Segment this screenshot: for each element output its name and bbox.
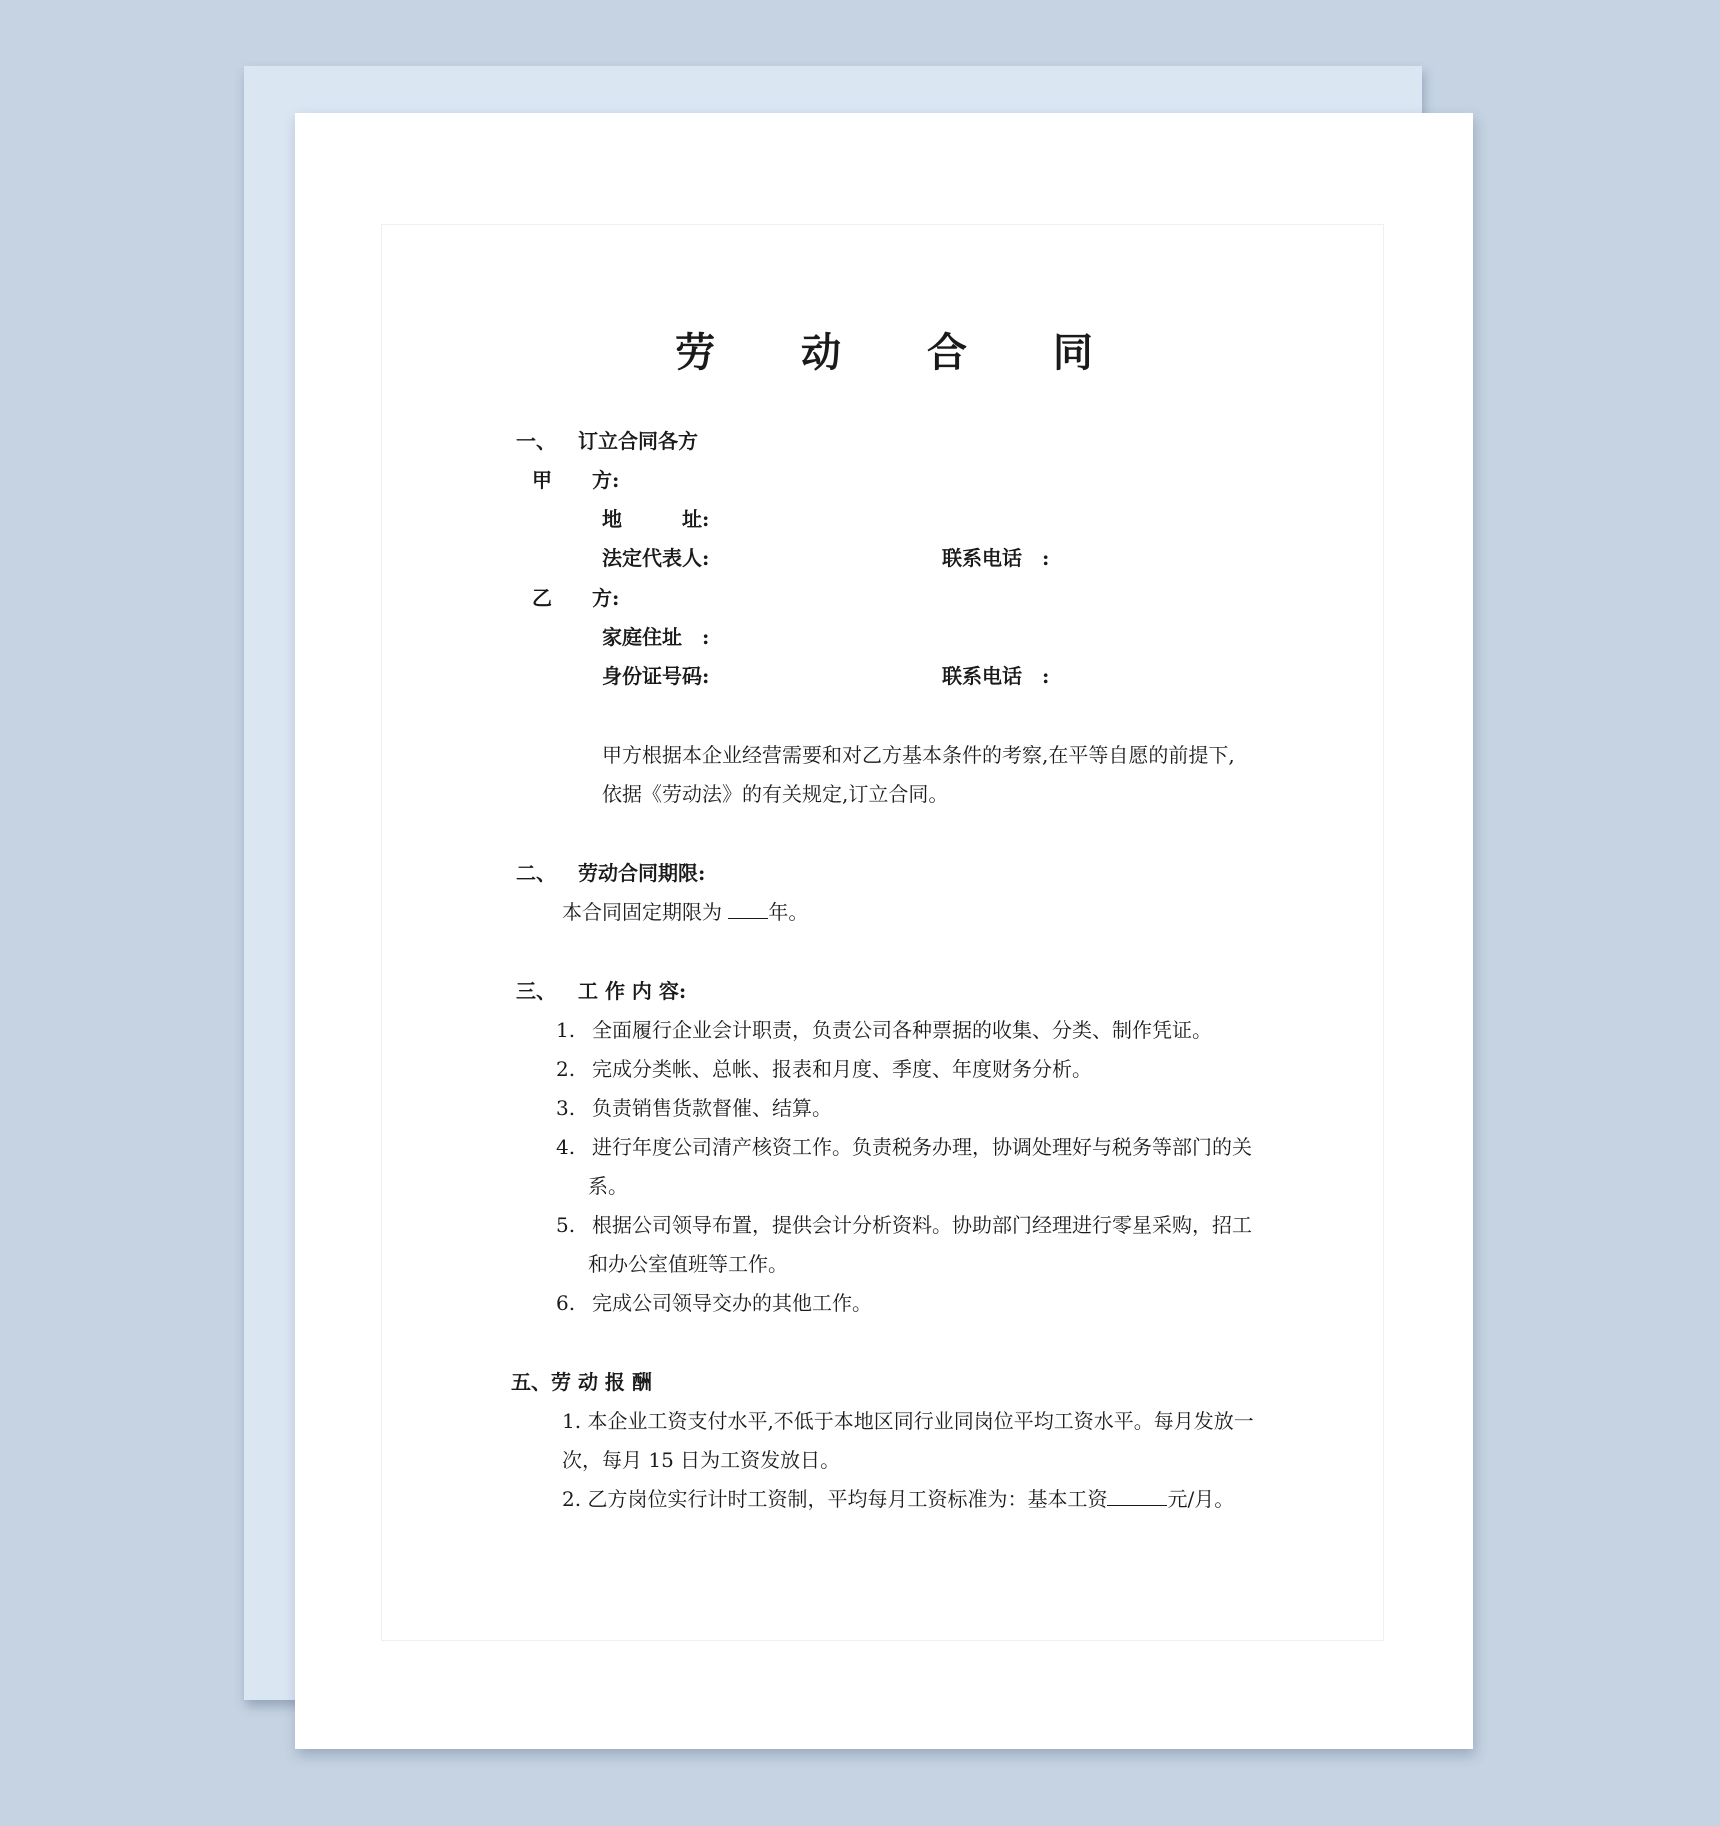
party-a-phone-label: 联系电话 : [942, 546, 1050, 570]
duty-item-4-text-line-1: 进行年度公司清产核资工作。负责税务办理，协调处理好与税务等部门的关 [592, 1135, 1252, 1159]
remuneration-item-1-line-1: 1. 本企业工资支付水平,不低于本地区同行业同岗位平均工资水平。每月发放一 [562, 1409, 1254, 1433]
section3-number: 三、 [516, 979, 556, 1003]
contract-term-suffix: 年。 [768, 900, 809, 924]
duty-item-2-text: 完成分类帐、总帐、报表和月度、季度、年度财务分析。 [592, 1057, 1092, 1081]
duty-item-3-text: 负责销售货款督催、结算。 [592, 1096, 832, 1120]
duty-item-4-number: 4. [556, 1135, 576, 1159]
section1-heading: 订立合同各方 [578, 429, 698, 453]
party-a-legal-rep-label: 法定代表人: [602, 546, 710, 570]
duty-item-1-number: 1. [556, 1018, 576, 1042]
party-b-label: 乙 方: [532, 586, 620, 610]
section3-heading: 工 作 内 容: [578, 979, 687, 1003]
party-a-address-label: 地 址: [602, 507, 710, 531]
duty-item-6-number: 6. [556, 1291, 576, 1315]
contract-term-text [562, 900, 808, 924]
duty-item-5-text-line-1: 根据公司领导布置，提供会计分析资料。协助部门经理进行零星采购，招工 [592, 1213, 1252, 1237]
section5-heading: 五、劳 动 报 酬 [511, 1370, 652, 1394]
party-b-home-address-label: 家庭住址 : [602, 625, 710, 649]
duty-item-6-text: 完成公司领导交办的其他工作。 [592, 1291, 872, 1315]
duty-item-4-text-line-2: 系。 [588, 1174, 628, 1198]
base-salary-blank [1107, 1489, 1167, 1506]
remuneration-item-1-line-2: 次，每月 15 日为工资发放日。 [562, 1448, 841, 1472]
preamble-line-1: 甲方根据本企业经营需要和对乙方基本条件的考察,在平等自愿的前提下, [602, 743, 1235, 767]
remuneration-item-2-prefix: 2. 乙方岗位实行计时工资制，平均每月工资标准为：基本工资 [562, 1487, 1108, 1511]
duty-item-2-number: 2. [556, 1057, 576, 1081]
section2-number: 二、 [516, 861, 556, 885]
party-a-label: 甲 方: [532, 468, 620, 492]
document-title: 劳 动 合 同 [675, 329, 1129, 376]
duty-item-5-number: 5. [556, 1213, 576, 1237]
duty-item-1-text: 全面履行企业会计职责，负责公司各种票据的收集、分类、制作凭证。 [592, 1018, 1212, 1042]
contract-term-blank [728, 902, 768, 919]
party-b-phone-label: 联系电话 : [942, 664, 1050, 688]
section1-number: 一、 [516, 429, 556, 453]
party-b-id-number-label: 身份证号码: [602, 664, 710, 688]
remuneration-item-2-suffix: 元/月。 [1167, 1487, 1235, 1511]
duty-item-5-text-line-2: 和办公室值班等工作。 [588, 1252, 788, 1276]
duty-item-3-number: 3. [556, 1096, 576, 1120]
remuneration-item-2 [562, 1487, 1234, 1511]
preamble-line-2: 依据《劳动法》的有关规定,订立合同。 [602, 782, 949, 806]
contract-term-prefix: 本合同固定期限为 [562, 900, 729, 924]
contract-page [295, 113, 1473, 1749]
section2-heading: 劳动合同期限: [578, 861, 706, 885]
